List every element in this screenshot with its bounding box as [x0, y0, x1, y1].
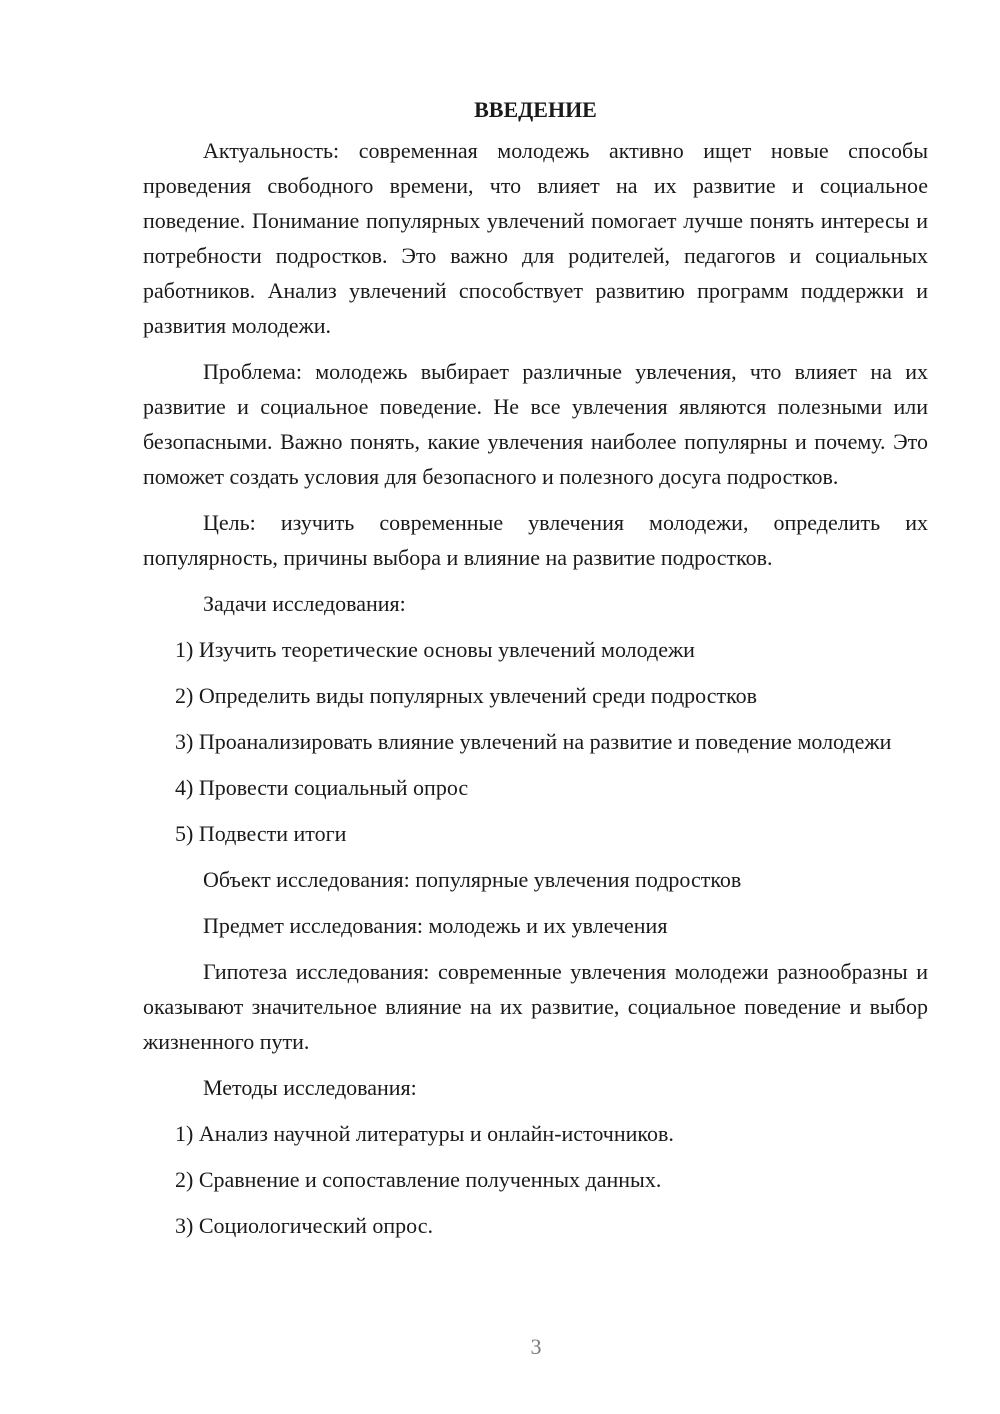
tasks-heading: Задачи исследования: [203, 591, 406, 616]
section-title: ВВЕДЕНИЕ [474, 97, 597, 122]
task-item: 3) Проанализировать влияние увлечений на развитие и поведение молодежи [175, 729, 892, 754]
method-item: 2) Сравнение и сопоставление полученных данных. [175, 1167, 662, 1192]
methods-heading: Методы исследования: [203, 1075, 417, 1100]
task-item: 5) Подвести итоги [175, 821, 347, 846]
research-object: Объект исследования: популярные увлечения подростков [203, 867, 742, 892]
method-item: 1) Анализ научной литературы и онлайн-источников. [175, 1121, 674, 1146]
task-item: 1) Изучить теоретические основы увлечений молодежи [175, 637, 695, 662]
relevance-paragraph: Актуальность: современная молодежь активно ищет новые способы проведения свободного времени, что влияет на их развитие и социальное поведение. Понимание популярных увлечений помогает лучше понять интересы и потребности подростков. Это важно для родителей, педагогов и социальных работников. Анализ увлечений способствует развитию программ поддержки и развития молодежи. [143, 138, 928, 338]
page-content [143, 93, 928, 1254]
problem-paragraph: Проблема: молодежь выбирает различные увлечения, что влияет на их развитие и социальное поведение. Не все увлечения являются полезными или безопасными. Важно понять, какие увлечения наиболее популярны и почему. Это поможет создать условия для безопасного и полезного досуга подростков. [143, 359, 928, 489]
task-item: 4) Провести социальный опрос [175, 775, 469, 800]
goal-paragraph: Цель: изучить современные увлечения молодежи, определить их популярность, причины выбора и влияние на развитие подростков. [143, 510, 928, 570]
page-number: 3 [530, 1334, 542, 1359]
task-item: 2) Определить виды популярных увлечений среди подростков [175, 683, 758, 708]
hypothesis-paragraph: Гипотеза исследования: современные увлечения молодежи разнообразны и оказывают значительное влияние на их развитие, социальное поведение и выбор жизненного пути. [143, 959, 928, 1054]
method-item: 3) Социологический опрос. [175, 1213, 433, 1238]
research-subject: Предмет исследования: молодежь и их увлечения [203, 913, 668, 938]
